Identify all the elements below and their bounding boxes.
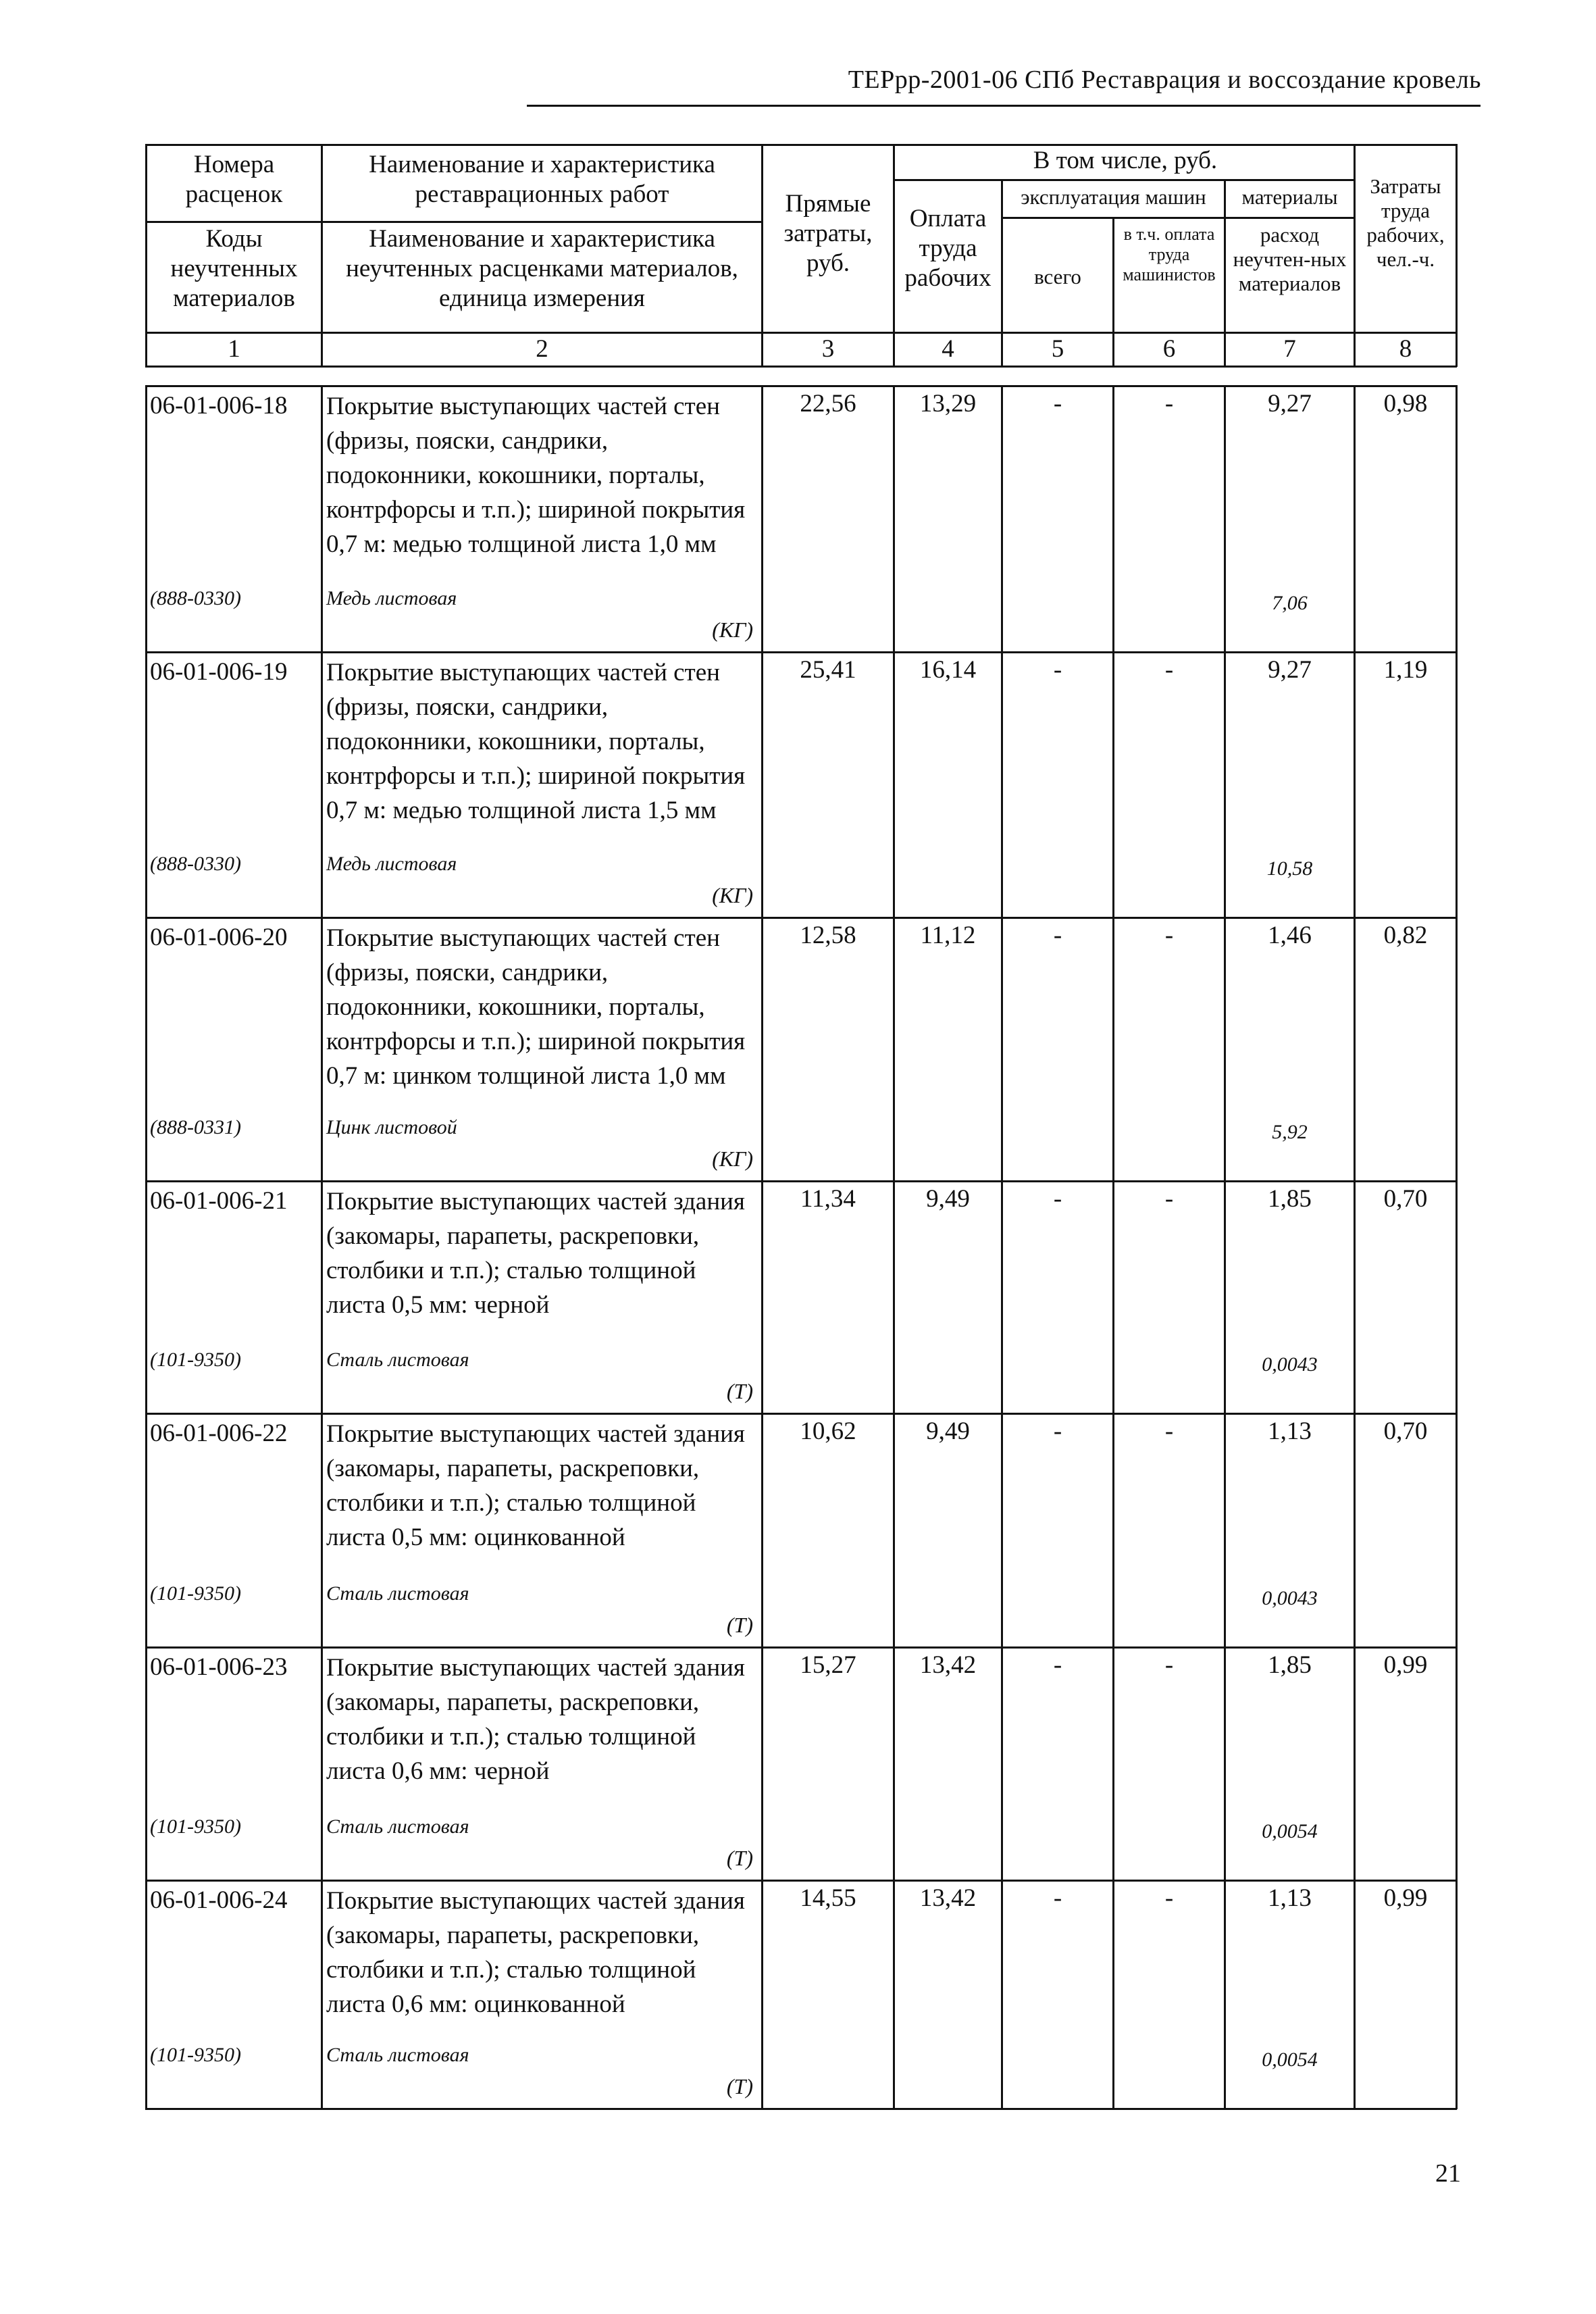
material-name: Сталь листовая <box>326 1815 469 1838</box>
row-col-border <box>1456 651 1458 918</box>
work-description: Покрытие выступающих частей здания (закомары, парапеты, раскреповки, столбики и т.п.); сталью толщиной листа 0,5 мм: оцинкованной <box>326 1420 745 1551</box>
material-quantity-value: 0,0054 <box>1262 1820 1318 1842</box>
machinist-pay-value: - <box>1164 656 1174 684</box>
row-col-border <box>1001 1180 1003 1414</box>
labor-hours-value: 0,98 <box>1383 390 1428 418</box>
row-col-border <box>1354 651 1356 918</box>
row-col-border <box>1354 1646 1356 1881</box>
materials-group-header: материалы <box>1241 185 1338 209</box>
col-direct-costs-header: Прямые затраты, руб. <box>783 190 873 277</box>
row-col-border <box>321 651 323 918</box>
material-unit: (Т) <box>726 1379 753 1403</box>
row-top-border <box>145 651 1457 653</box>
page-header-title: ТЕРрр-2001-06 СПб Реставрация и воссоздание кровель <box>848 66 1481 94</box>
row-col-border <box>893 1880 895 2109</box>
header-bottom-border <box>145 332 1457 334</box>
rate-code: 06-01-006-18 <box>150 392 288 420</box>
work-description: Покрытие выступающих частей стен (фризы, пояски, сандрики, подоконники, кокошники, порталы, контрфорсы и т.п.); шириной покрытия 0,7 м: цинком толщиной листа 1,0 мм <box>326 924 746 1090</box>
machines-total-value: - <box>1053 1417 1062 1445</box>
labor-hours-value: 1,19 <box>1383 656 1428 684</box>
material-unit: (КГ) <box>712 618 753 642</box>
direct-cost-value: 22,56 <box>800 390 856 418</box>
row-col-border <box>1456 385 1458 653</box>
row-col-border <box>1354 1413 1356 1648</box>
labor-hours-value: 0,99 <box>1383 1884 1428 1912</box>
row-col-border <box>321 385 323 653</box>
material-code: (888-0331) <box>150 1116 241 1138</box>
row-col-border <box>761 1880 763 2109</box>
materials-value: 1,13 <box>1268 1884 1312 1912</box>
row-col-border <box>893 1180 895 1414</box>
row-top-border <box>145 1646 1457 1649</box>
machinist-pay-value: - <box>1164 390 1174 418</box>
row-col-border <box>1112 1880 1114 2109</box>
row-col-border <box>1112 385 1114 653</box>
row-col-border <box>1354 1880 1356 2109</box>
material-unit: (КГ) <box>712 883 753 907</box>
material-code: (101-9350) <box>150 1349 241 1371</box>
row-col-border <box>321 1880 323 2109</box>
material-code: (101-9350) <box>150 1815 241 1838</box>
row-col-border <box>321 1180 323 1414</box>
row-col-border <box>761 385 763 653</box>
row-col-border <box>1112 1413 1114 1648</box>
material-name: Медь листовая <box>326 587 457 609</box>
row-col-border <box>1224 1180 1226 1414</box>
row-top-border <box>145 1413 1457 1415</box>
row-col-border <box>321 1646 323 1881</box>
labor-pay-value: 13,42 <box>919 1884 977 1912</box>
row-col-border <box>1001 651 1003 918</box>
material-unit: (КГ) <box>712 1147 753 1171</box>
machines-total-value: - <box>1053 656 1062 684</box>
row-col-border <box>321 1413 323 1648</box>
material-quantity-value: 0,0054 <box>1262 2048 1318 2071</box>
work-description: Покрытие выступающих частей стен (фризы, пояски, сандрики, подоконники, кокошники, порталы, контрфорсы и т.п.); шириной покрытия 0,7 м: медью толщиной листа 1,0 мм <box>326 393 746 558</box>
rate-code: 06-01-006-22 <box>150 1419 288 1447</box>
number-row-bottom <box>145 366 1457 368</box>
machinist-pay-value: - <box>1164 1417 1174 1445</box>
direct-cost-value: 12,58 <box>800 922 856 949</box>
row-col-border <box>1354 385 1356 653</box>
labor-hours-value: 0,82 <box>1383 922 1428 949</box>
row-col-border <box>145 1880 147 2109</box>
row-col-border <box>1001 1413 1003 1648</box>
row-col-border <box>145 651 147 918</box>
work-description: Покрытие выступающих частей здания (закомары, парапеты, раскреповки, столбики и т.п.); сталью толщиной листа 0,6 мм: оцинкованной <box>326 1887 745 2018</box>
material-code: (888-0330) <box>150 853 241 875</box>
page-number: 21 <box>1435 2159 1461 2188</box>
work-description: Покрытие выступающих частей стен (фризы, пояски, сандрики, подоконники, кокошники, порталы, контрфорсы и т.п.); шириной покрытия 0,7 м: медью толщиной листа 1,5 мм <box>326 659 746 824</box>
material-quantity-value: 0,0043 <box>1262 1353 1318 1376</box>
materials-value: 9,27 <box>1268 656 1312 684</box>
col-labor-pay-header: Оплата труда рабочих <box>904 205 992 292</box>
row-col-border <box>145 1180 147 1414</box>
labor-pay-value: 9,49 <box>926 1417 970 1445</box>
materials-value: 1,13 <box>1268 1417 1312 1445</box>
row-col-border <box>893 1413 895 1648</box>
labor-pay-value: 13,42 <box>919 1651 977 1679</box>
material-quantity-value: 10,58 <box>1266 857 1313 880</box>
row-col-border <box>1456 1180 1458 1414</box>
row-col-border <box>761 1646 763 1881</box>
direct-cost-value: 10,62 <box>800 1417 856 1445</box>
labor-pay-value: 9,49 <box>926 1185 970 1213</box>
material-code: (888-0330) <box>150 587 241 609</box>
table-bottom-border <box>145 2108 1457 2110</box>
col-material-name-header: Наименование и характеристика неучтенных расценками материалов, единица измерения <box>346 225 738 312</box>
row-col-border <box>1224 1880 1226 2109</box>
row-col-border <box>1001 1880 1003 2109</box>
rate-code: 06-01-006-24 <box>150 1886 288 1914</box>
machinist-pay-value: - <box>1164 1185 1174 1213</box>
rate-code: 06-01-006-20 <box>150 924 288 951</box>
rate-code: 06-01-006-19 <box>150 658 288 686</box>
row-col-border <box>1112 651 1114 918</box>
row-col-border <box>1354 1180 1356 1414</box>
row-col-border <box>761 917 763 1182</box>
col-number-1: 1 <box>228 335 240 363</box>
col-border <box>1456 144 1458 367</box>
labor-hours-value: 0,70 <box>1383 1185 1428 1213</box>
row-col-border <box>893 651 895 918</box>
materials-value: 1,85 <box>1268 1651 1312 1679</box>
direct-cost-value: 11,34 <box>800 1185 856 1213</box>
col-labor-hours-header: Затраты труда рабочих, чел.-ч. <box>1366 174 1445 271</box>
material-code: (101-9350) <box>150 2044 241 2066</box>
row-col-border <box>893 385 895 653</box>
row-col-border <box>1456 1646 1458 1881</box>
direct-cost-value: 15,27 <box>800 1651 856 1679</box>
group-divider <box>893 179 1354 181</box>
col-rate-number-header: Номера расценок <box>185 151 283 208</box>
row-col-border <box>893 917 895 1182</box>
row-col-border <box>761 1180 763 1414</box>
row-col-border <box>893 1646 895 1881</box>
row-col-border <box>1001 1646 1003 1881</box>
material-code: (101-9350) <box>150 1582 241 1605</box>
col-number-3: 3 <box>821 335 835 363</box>
subgroup-divider <box>1001 217 1354 219</box>
row-col-border <box>1001 385 1003 653</box>
row-col-border <box>761 1413 763 1648</box>
col-number-5: 5 <box>1051 335 1064 363</box>
machines-total-value: - <box>1053 390 1062 418</box>
material-unit: (Т) <box>726 1846 753 1870</box>
material-quantity-value: 5,92 <box>1272 1121 1308 1143</box>
row-top-border <box>145 917 1457 919</box>
row-top-border <box>145 1180 1457 1182</box>
row-col-border <box>145 1646 147 1881</box>
rate-code: 06-01-006-21 <box>150 1187 288 1215</box>
row-col-border <box>1224 1646 1226 1881</box>
machines-total-value: - <box>1053 922 1062 949</box>
row-col-border <box>1001 917 1003 1182</box>
col-number-7: 7 <box>1283 335 1296 363</box>
labor-pay-value: 16,14 <box>919 656 977 684</box>
row-top-border <box>145 1880 1457 1882</box>
machines-total-value: - <box>1053 1651 1062 1679</box>
materials-value: 1,46 <box>1268 922 1312 949</box>
column-split-divider <box>145 221 761 223</box>
row-col-border <box>1456 1880 1458 2109</box>
machines-total-value: - <box>1053 1185 1062 1213</box>
col-number-4: 4 <box>942 335 954 363</box>
direct-cost-value: 25,41 <box>800 656 856 684</box>
col-machines-total-header: всего <box>1034 265 1081 288</box>
col-material-usage-header: расход неучтен-ных материалов <box>1233 223 1347 295</box>
machinist-pay-value: - <box>1164 1884 1174 1912</box>
material-name: Сталь листовая <box>326 2044 469 2066</box>
machines-total-value: - <box>1053 1884 1062 1912</box>
material-unit: (Т) <box>726 2074 753 2098</box>
row-col-border <box>1456 917 1458 1182</box>
labor-pay-value: 11,12 <box>920 922 976 949</box>
row-top-border <box>145 385 1457 387</box>
material-name: Сталь листовая <box>326 1349 469 1371</box>
row-col-border <box>145 917 147 1182</box>
row-col-border <box>1354 917 1356 1182</box>
row-col-border <box>145 385 147 653</box>
labor-hours-value: 0,70 <box>1383 1417 1428 1445</box>
material-name: Сталь листовая <box>326 1582 469 1605</box>
rate-code: 06-01-006-23 <box>150 1653 288 1681</box>
row-col-border <box>1112 917 1114 1182</box>
machines-group-header: эксплуатация машин <box>1021 185 1206 209</box>
work-description: Покрытие выступающих частей здания (закомары, парапеты, раскреповки, столбики и т.п.); сталью толщиной листа 0,5 мм: черной <box>326 1188 745 1319</box>
materials-value: 9,27 <box>1268 390 1312 418</box>
direct-cost-value: 14,55 <box>800 1884 856 1912</box>
labor-pay-value: 13,29 <box>919 390 977 418</box>
row-col-border <box>1112 1180 1114 1414</box>
row-col-border <box>1456 1413 1458 1648</box>
materials-value: 1,85 <box>1268 1185 1312 1213</box>
machinist-pay-value: - <box>1164 922 1174 949</box>
col-number-8: 8 <box>1399 335 1412 363</box>
material-quantity-value: 7,06 <box>1272 592 1308 614</box>
row-col-border <box>321 917 323 1182</box>
material-quantity-value: 0,0043 <box>1262 1587 1318 1609</box>
material-unit: (Т) <box>726 1613 753 1637</box>
col-work-name-header: Наименование и характеристика реставрационных работ <box>369 151 715 208</box>
group-header-including: В том числе, руб. <box>1033 147 1218 174</box>
header-rule <box>527 105 1481 107</box>
col-machinist-pay-header: в т.ч. оплата труда машинистов <box>1123 224 1216 284</box>
col-material-code-header: Коды неучтенных материалов <box>170 225 298 312</box>
work-description: Покрытие выступающих частей здания (закомары, парапеты, раскреповки, столбики и т.п.); сталью толщиной листа 0,6 мм: черной <box>326 1654 745 1785</box>
col-number-6: 6 <box>1162 335 1176 363</box>
row-col-border <box>1112 1646 1114 1881</box>
col-number-2: 2 <box>536 335 548 363</box>
row-col-border <box>761 651 763 918</box>
labor-hours-value: 0,99 <box>1383 1651 1428 1679</box>
material-name: Медь листовая <box>326 853 457 875</box>
row-col-border <box>1224 1413 1226 1648</box>
machinist-pay-value: - <box>1164 1651 1174 1679</box>
row-col-border <box>145 1413 147 1648</box>
material-name: Цинк листовой <box>326 1116 457 1138</box>
